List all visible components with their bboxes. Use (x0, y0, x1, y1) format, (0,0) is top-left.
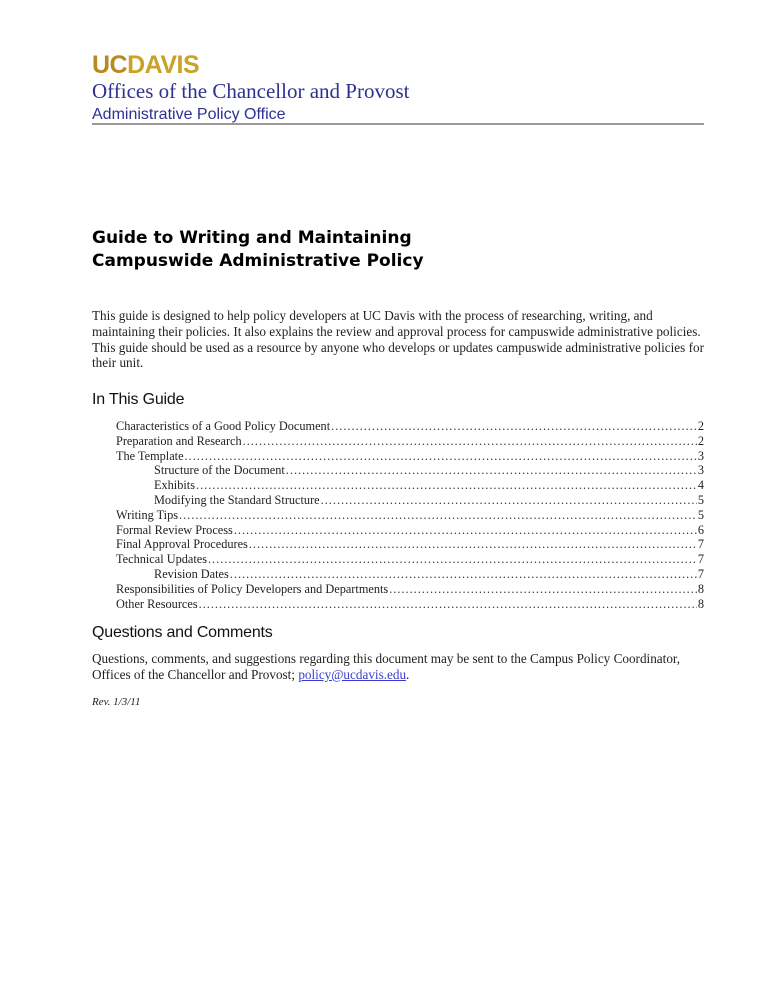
toc-leader-dots (199, 597, 697, 612)
toc-entry-page: 7 (697, 552, 704, 567)
toc-entry-label: Writing Tips (116, 507, 179, 522)
toc-entry-label: Exhibits (154, 478, 195, 493)
toc-entry-page: 3 (697, 448, 704, 463)
questions-text-end: . (406, 666, 410, 682)
questions-paragraph (92, 651, 704, 683)
logo-davis: DAVIS (127, 51, 200, 79)
toc-leader-dots (331, 419, 697, 434)
toc-leader-dots (196, 478, 697, 493)
toc-entry-label: Modifying the Standard Structure (154, 492, 320, 507)
toc-entry-label: The Template (116, 448, 184, 463)
toc-leader-dots (179, 508, 697, 523)
toc-entry-label: Preparation and Research (116, 433, 242, 448)
toc-leader-dots (243, 434, 697, 449)
toc-entry[interactable] (116, 449, 704, 464)
office-title: Offices of the Chancellor and Provost (92, 79, 410, 103)
toc-entry[interactable] (116, 493, 704, 508)
toc-entry-label: Characteristics of a Good Policy Document (116, 419, 331, 433)
toc-entry-label: Technical Updates (116, 552, 207, 567)
page-header (92, 52, 704, 125)
toc-entry-page: 8 (697, 581, 704, 596)
toc-leader-dots (185, 449, 697, 464)
toc-entry[interactable] (116, 552, 704, 567)
toc-entry[interactable] (116, 582, 704, 597)
toc-entry-page: 6 (697, 522, 704, 537)
toc-entry-label: Other Resources (116, 596, 198, 611)
toc-leader-dots (321, 493, 697, 508)
questions-text: Questions, comments, and suggestions regarding this document may be sent to the Campus Policy Coordinator, Offices of the Chancellor and Provost; (92, 651, 681, 682)
toc-entry-label: Final Approval Procedures (116, 537, 248, 552)
toc-entry-page: 3 (697, 463, 704, 478)
header-divider (92, 123, 704, 125)
toc-entry-label: Responsibilities of Policy Developers and Departments (116, 581, 389, 596)
table-of-contents (116, 419, 704, 611)
toc-entry[interactable] (116, 463, 704, 478)
toc-entry[interactable] (116, 597, 704, 612)
document-title (92, 227, 652, 273)
toc-entry[interactable] (116, 419, 704, 434)
ucdavis-logo (92, 52, 704, 79)
toc-leader-dots (286, 463, 697, 478)
toc-leader-dots (230, 567, 697, 582)
toc-entry[interactable] (116, 478, 704, 493)
toc-entry-page: 5 (697, 492, 704, 507)
toc-heading: In This Guide (92, 391, 185, 408)
toc-leader-dots (234, 523, 697, 538)
toc-entry[interactable] (116, 523, 704, 538)
toc-entry-label: Formal Review Process (116, 522, 233, 537)
intro-paragraph: This guide is designed to help policy developers at UC Davis with the process of researching, writing, and maintaining their policies. It also explains the review and approval process for campuswide administrative policies. This guide should be used as a resource by anyone who develops or updates campuswide administrative policies for their unit. (92, 308, 704, 371)
office-subtitle: Administrative Policy Office (92, 106, 286, 123)
revision-date: Rev. 1/3/11 (92, 696, 141, 708)
toc-entry[interactable] (116, 567, 704, 582)
toc-entry[interactable] (116, 537, 704, 552)
questions-heading: Questions and Comments (92, 624, 273, 641)
toc-entry-label: Structure of the Document (154, 463, 285, 478)
email-link[interactable]: policy@ucdavis.edu (298, 666, 407, 682)
toc-leader-dots (208, 552, 697, 567)
toc-entry-page: 4 (697, 478, 704, 493)
title-line-2: Campuswide Administrative Policy (92, 251, 424, 271)
toc-entry-label: Revision Dates (154, 566, 229, 581)
toc-entry[interactable] (116, 434, 704, 449)
toc-leader-dots (249, 537, 697, 552)
toc-entry-page: 7 (697, 537, 704, 552)
toc-entry[interactable] (116, 508, 704, 523)
title-line-1: Guide to Writing and Maintaining (92, 228, 412, 248)
toc-entry-page: 5 (697, 507, 704, 522)
toc-entry-page: 2 (697, 419, 704, 433)
toc-entry-page: 2 (697, 433, 704, 448)
logo-uc: UC (92, 51, 128, 79)
toc-leader-dots (389, 582, 697, 597)
toc-entry-page: 7 (697, 566, 704, 581)
toc-entry-page: 8 (697, 596, 704, 611)
